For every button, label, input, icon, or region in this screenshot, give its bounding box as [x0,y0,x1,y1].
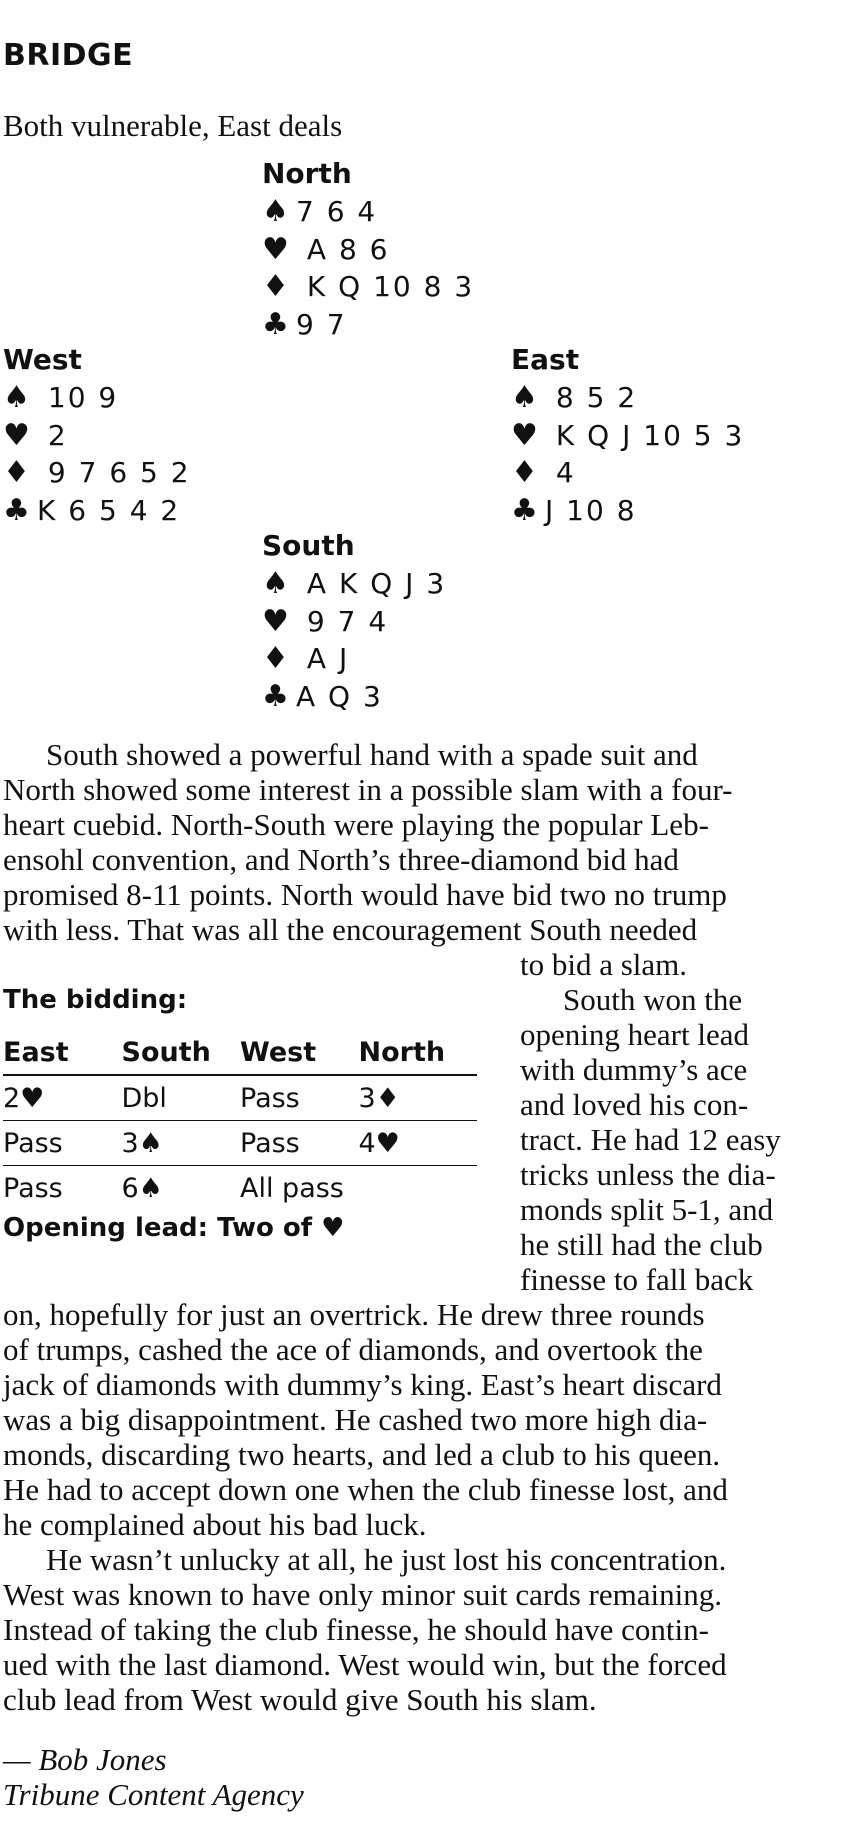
hearts-row [511,417,744,455]
hearts-cards: 9 7 4 [296,604,389,638]
spade-icon: ♠ [262,194,289,229]
bidding-row [3,1076,477,1121]
bid-cell: Pass [3,1172,63,1204]
hand-west [3,341,191,529]
diamond-icon: ♦ [3,455,30,490]
hearts-row [3,417,191,455]
vulnerability-line: Both vulnerable, East deals [3,108,343,143]
spades-row [262,193,474,231]
text-line: with dummy’s ace [520,1052,748,1087]
byline-author: — Bob Jones [3,1742,167,1777]
text-line: monds split 5-1, and [520,1192,774,1227]
header-east: East [3,1036,69,1068]
text-line: He had to accept down one when the club finesse lost, and [3,1472,728,1507]
bid-cell: 4♥ [358,1127,400,1159]
spades-cards: 7 6 4 [296,195,378,228]
hearts-cards: K Q J 10 5 3 [545,418,745,452]
paragraph-2-full [3,1297,815,1542]
diamonds-row [262,640,446,678]
hearts-cards: A 8 6 [296,232,390,266]
bid-cell: 3♦ [358,1082,400,1114]
bid-cell: All pass [240,1172,344,1204]
clubs-row [262,306,474,344]
spade-icon: ♠ [3,380,30,415]
hearts-row [262,231,474,269]
spades-row [511,379,744,417]
spades-row [3,379,191,417]
diamonds-cards: 4 [545,456,576,489]
byline-agency: Tribune Content Agency [3,1777,304,1812]
text-line: monds, discarding two hearts, and led a club to his queen. [3,1437,721,1472]
diamond-icon: ♦ [262,641,289,676]
club-icon: ♣ [511,492,538,528]
text-line: South won the [563,982,743,1017]
text-line: Instead of taking the club finesse, he should have contin- [3,1612,709,1647]
heart-icon: ♥ [3,417,30,453]
paragraph-1-end [520,947,816,982]
heart-icon: ♥ [262,603,289,639]
club-icon: ♣ [3,492,30,528]
bidding-heading: The bidding: [3,985,188,1015]
text-line: North showed some interest in a possible slam with a four- [3,772,733,807]
clubs-cards: A Q 3 [296,679,383,713]
text-line: and loved his con- [520,1087,749,1122]
text-line: was a big disappointment. He cashed two more high dia- [3,1402,708,1437]
text-line: to bid a slam. [520,947,688,982]
bid-cell: Dbl [121,1082,167,1114]
text-line: West was known to have only minor suit cards remaining. [3,1577,722,1612]
paragraph-1 [3,737,815,947]
header-south: South [121,1036,211,1068]
text-line: with less. That was all the encouragement South needed [3,912,698,947]
clubs-row [511,492,744,530]
diamonds-cards: 9 7 6 5 2 [37,456,191,489]
hand-south [262,527,446,715]
text-line: opening heart lead [520,1017,749,1052]
text-line: he complained about his bad luck. [3,1507,427,1542]
club-icon: ♣ [262,678,289,714]
clubs-cards: K 6 5 4 2 [37,493,181,527]
clubs-cards: 9 7 [296,307,347,341]
spades-cards: 8 5 2 [545,381,638,414]
bidding-header-row [3,1030,477,1076]
paragraph-3 [3,1542,815,1717]
bidding-row [3,1166,477,1210]
header-north: North [358,1036,446,1068]
diamond-icon: ♦ [511,455,538,490]
clubs-row [262,678,446,716]
spade-icon: ♠ [511,380,538,415]
text-line: tricks unless the dia- [520,1157,776,1192]
text-line: he still had the club [520,1227,763,1262]
spades-cards: 10 9 [37,381,119,414]
diamonds-row [3,454,191,492]
spade-icon: ♠ [262,566,289,601]
text-line: club lead from West would give South his slam. [3,1682,597,1717]
page-title: BRIDGE [3,38,134,73]
bid-cell: 3♠ [121,1127,163,1159]
opening-lead: Opening lead: Two of ♥ [3,1213,345,1243]
text-line: South showed a powerful hand with a spade suit and [46,737,698,772]
bid-cell: Pass [240,1082,300,1114]
seat-label: North [262,157,352,190]
hand-north [262,155,474,343]
bidding-table [3,1030,477,1210]
text-line: finesse to fall back [520,1262,754,1297]
header-west: West [240,1036,317,1068]
text-line: promised 8-11 points. North would have bid two no trump [3,877,727,912]
heart-icon: ♥ [511,417,538,453]
paragraph-2-side [520,982,816,1297]
diamonds-cards: K Q 10 8 3 [296,270,475,303]
clubs-cards: J 10 8 [545,493,637,527]
diamonds-row [511,454,744,492]
spades-cards: A K Q J 3 [296,567,447,600]
text-line: jack of diamonds with dummy’s king. East’s heart discard [3,1367,722,1402]
bid-cell: Pass [240,1127,300,1159]
hearts-cards: 2 [37,418,68,452]
clubs-row [3,492,191,530]
text-line: tract. He had 12 easy [520,1122,781,1157]
bid-cell: 2♥ [3,1082,45,1114]
text-line: ued with the last diamond. West would win, but the forced [3,1647,727,1682]
bid-cell: 6♠ [121,1172,163,1204]
heart-icon: ♥ [262,231,289,267]
hearts-row [262,603,446,641]
text-line: on, hopefully for just an overtrick. He drew three rounds [3,1297,705,1332]
text-line: heart cuebid. North-South were playing the popular Leb- [3,807,709,842]
bid-cell: Pass [3,1127,63,1159]
diamonds-cards: A J [296,642,350,675]
hand-east [511,341,744,529]
bidding-row [3,1121,477,1166]
club-icon: ♣ [262,306,289,342]
diamonds-row [262,268,474,306]
seat-label: East [511,343,580,376]
text-line: of trumps, cashed the ace of diamonds, and overtook the [3,1332,703,1367]
spades-row [262,565,446,603]
seat-label: South [262,529,355,562]
seat-label: West [3,343,82,376]
text-line: He wasn’t unlucky at all, he just lost his concentration. [46,1542,727,1577]
text-line: ensohl convention, and North’s three-diamond bid had [3,842,679,877]
diamond-icon: ♦ [262,269,289,304]
